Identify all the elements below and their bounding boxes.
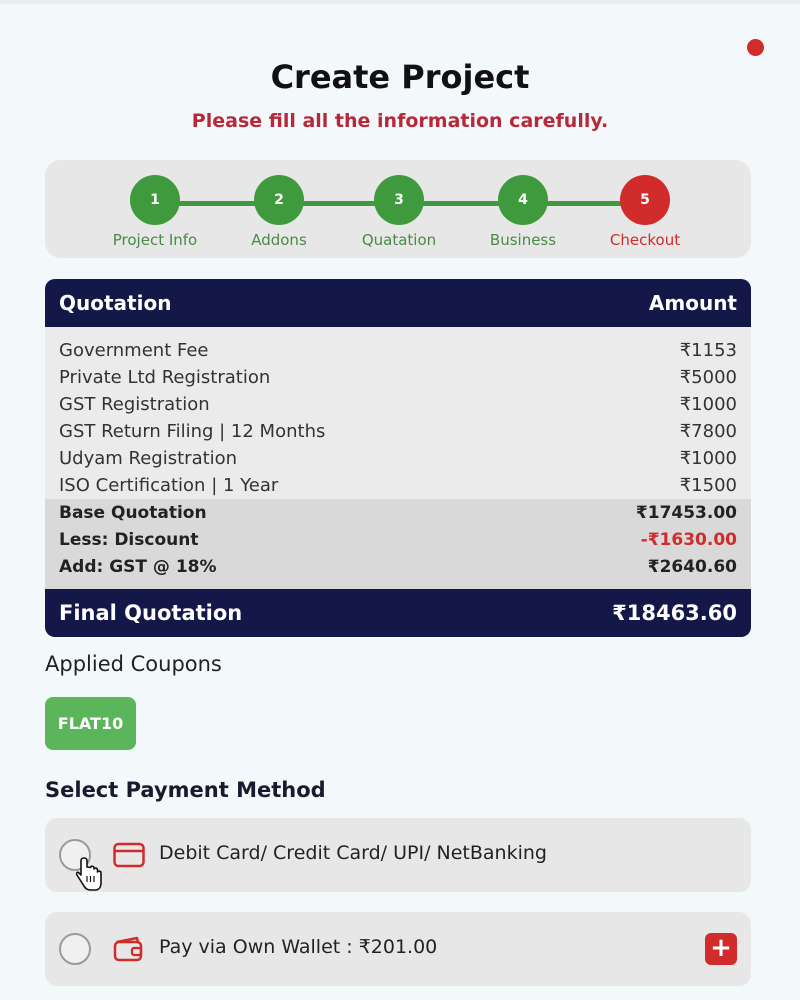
payment-option-card[interactable] [45,818,751,892]
final-quotation-row [45,589,751,637]
payment-method-heading: Select Payment Method [45,778,326,802]
quotation-row [45,418,751,445]
quotation-row [45,472,751,499]
quotation-items [45,337,751,499]
item-label: GST Return Filing | 12 Months [59,421,326,442]
step-business[interactable] [453,175,593,249]
step-label: Business [489,231,557,249]
summary-amount: ₹17453.00 [635,502,737,523]
quotation-row [45,337,751,364]
step-label: Checkout [609,231,681,249]
item-amount: ₹1000 [679,448,737,469]
item-amount: ₹5000 [679,367,737,388]
step-number: 5 [620,175,670,225]
step-label: Addons [251,231,307,249]
quotation-header [45,279,751,327]
step-number: 3 [374,175,424,225]
payment-option-label: Debit Card/ Credit Card/ UPI/ NetBanking [159,842,547,864]
step-number: 2 [254,175,304,225]
amount-header-label: Amount [648,291,737,315]
gst-row [45,553,751,580]
payment-radio[interactable] [59,933,91,965]
page-subtitle: Please fill all the information carefully. [191,110,609,132]
item-label: GST Registration [59,394,210,415]
item-label: ISO Certification | 1 Year [59,475,279,496]
quotation-row [45,445,751,472]
base-quotation-row [45,499,751,526]
hand-cursor-icon [76,856,104,892]
page-title: Create Project [270,58,530,96]
quotation-header-label: Quotation [59,291,172,315]
step-number: 1 [130,175,180,225]
quotation-summary [45,499,751,589]
applied-coupons-label: Applied Coupons [45,652,222,676]
item-label: Private Ltd Registration [59,367,271,388]
payment-option-label: Pay via Own Wallet : ₹201.00 [159,936,438,958]
step-label: Project Info [112,231,198,249]
summary-label: Add: GST @ 18% [59,556,217,577]
discount-amount: -₹1630.00 [640,529,737,550]
item-amount: ₹7800 [679,421,737,442]
quotation-row [45,391,751,418]
wallet-icon [113,936,145,962]
notification-dot [747,39,764,56]
summary-label: Base Quotation [59,502,207,523]
step-project-info[interactable] [85,175,225,249]
summary-label: Less: Discount [59,529,199,550]
step-number: 4 [498,175,548,225]
step-addons[interactable] [209,175,349,249]
item-label: Government Fee [59,340,209,361]
payment-option-wallet[interactable] [45,912,751,986]
step-checkout[interactable] [575,175,715,249]
step-label: Quatation [361,231,437,249]
progress-stepper [45,160,751,258]
quotation-row [45,364,751,391]
step-quotation[interactable] [329,175,469,249]
add-funds-button[interactable]: + [705,933,737,965]
item-amount: ₹1500 [679,475,737,496]
coupon-badge[interactable]: FLAT10 [45,697,136,750]
summary-amount: ₹2640.60 [647,556,737,577]
quotation-table [45,279,751,637]
final-quotation-label: Final Quotation [59,601,243,625]
discount-row [45,526,751,553]
credit-card-icon [113,842,145,868]
item-amount: ₹1153 [679,340,737,361]
item-amount: ₹1000 [679,394,737,415]
final-quotation-amount: ₹18463.60 [612,601,737,625]
top-border [0,0,800,4]
item-label: Udyam Registration [59,448,238,469]
